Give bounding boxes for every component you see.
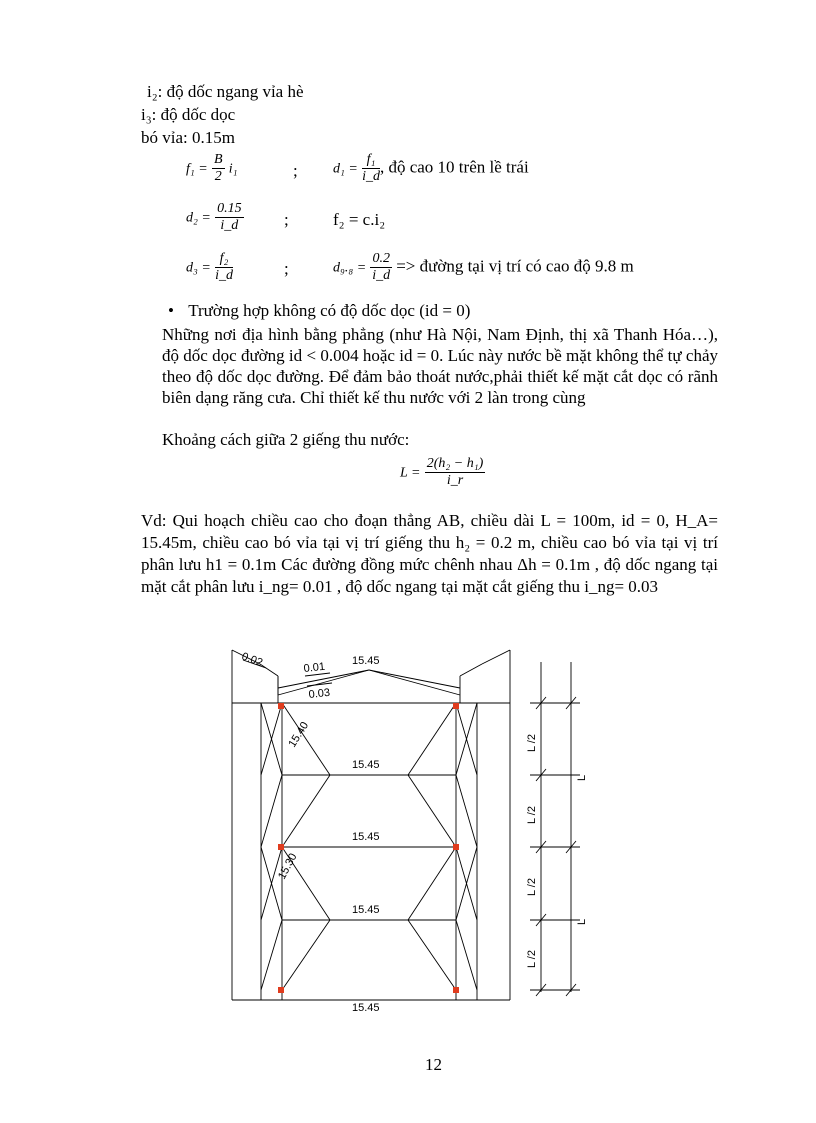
- label-half-1: L /2: [526, 734, 538, 752]
- inlet-marker: [278, 703, 284, 709]
- label-half-3: L /2: [526, 878, 538, 896]
- label-elev-1: 15.45: [352, 759, 380, 771]
- formula-f1: f₁ = $\frac{B}{2}$ i₁: [186, 152, 238, 184]
- label-full-2: L: [576, 918, 588, 925]
- inlet-marker: [453, 703, 459, 709]
- formula-d3: d₃ = $\frac{\text{f₂}}{i\_d}$: [186, 251, 233, 283]
- formula-f2: f₂ = c.i₂: [333, 210, 386, 229]
- line-curb: bó vỉa: 0.15m: [141, 128, 235, 147]
- label-elev-bottom: 15.45: [352, 1002, 380, 1014]
- label-half-2: L /2: [526, 806, 538, 824]
- formula-d1: d₁ = $\frac{\text{f₁}}{i\_d}$ , độ cao 10 trên lề trái: [333, 152, 529, 184]
- formula-sep-1: ;: [293, 161, 298, 180]
- label-elev-2: 15.45: [352, 831, 380, 843]
- d98-note: => đường tại vị trí có cao độ 9.8 m: [396, 256, 634, 276]
- label-elev-3: 15.45: [352, 904, 380, 916]
- page-number: 12: [425, 1055, 442, 1074]
- distance-label: Khoảng cách giữa 2 giếng thu nước:: [162, 430, 410, 449]
- label-slope-mid1: 0.01: [303, 660, 326, 675]
- formula-d98: d₉.₈ = $\frac{0.2}{i\_d}$ => đường tại vị trí có cao độ 9.8 m: [333, 251, 634, 283]
- formula-sep-2: ;: [284, 210, 289, 229]
- example-paragraph: Vd: Qui hoạch chiều cao cho đoạn thẳng AB, chiều dài L = 100m, id = 0, H_A= 15.45m, chiều cao bó vỉa tại vị trí giếng thu h₂ = 0.2 m, chiều cao bó vỉa tại vị trí phân lưu h1 = 0.1m Các đường đồng mức chênh nhau Δh = 0.1m , độ dốc ngang tại mặt cắt phân lưu i_ng= 0.01 , độ dốc ngang tại mặt cắt giếng thu i_ng= 0.03: [141, 511, 718, 596]
- label-slope-left: 0.02: [239, 650, 265, 670]
- bullet-dot: •: [168, 301, 174, 320]
- label-top-elev: 15.45: [352, 655, 380, 667]
- label-half-4: L /2: [526, 950, 538, 968]
- line-i3: i₃: độ dốc dọc: [141, 105, 236, 124]
- bullet-item: • Trường hợp không có độ dốc dọc (id = 0): [168, 301, 471, 320]
- paragraph-flat-terrain: Những nơi địa hình bằng phẳng (như Hà Nội, Nam Định, thị xã Thanh Hóa…), độ dốc dọc đường id < 0.004 hoặc id = 0. Lúc này nước bề mặt không thể tự chảy theo độ dốc dọc đường. Để đảm bảo thoát nước,phải thiết kế mặt cắt dọc có rãnh biên dạng răng cưa. Chỉ thiết kế thu nước với 2 làn trong cùng: [162, 325, 718, 407]
- label-contour-1530: 15.30: [276, 851, 300, 882]
- d1-note: , độ cao 10 trên lề trái: [379, 157, 529, 177]
- formula-L: L = $\frac{\text{2(h₂ − h₁)}}{i\_r}$: [400, 456, 484, 488]
- label-full-1: L: [576, 774, 588, 781]
- label-slope-mid2: 0.03: [308, 686, 331, 701]
- inlet-marker: [278, 987, 284, 993]
- label-contour-1540: 15.40: [286, 719, 312, 750]
- inlet-marker: [278, 844, 284, 850]
- inlet-marker: [453, 844, 459, 850]
- formula-d2: d₂ = $\frac{0.15}{i\_d}$: [186, 201, 242, 233]
- line-i2: i₂: độ dốc ngang vỉa hè: [147, 82, 304, 101]
- formula-sep-3: ;: [284, 259, 289, 278]
- inlet-marker: [453, 987, 459, 993]
